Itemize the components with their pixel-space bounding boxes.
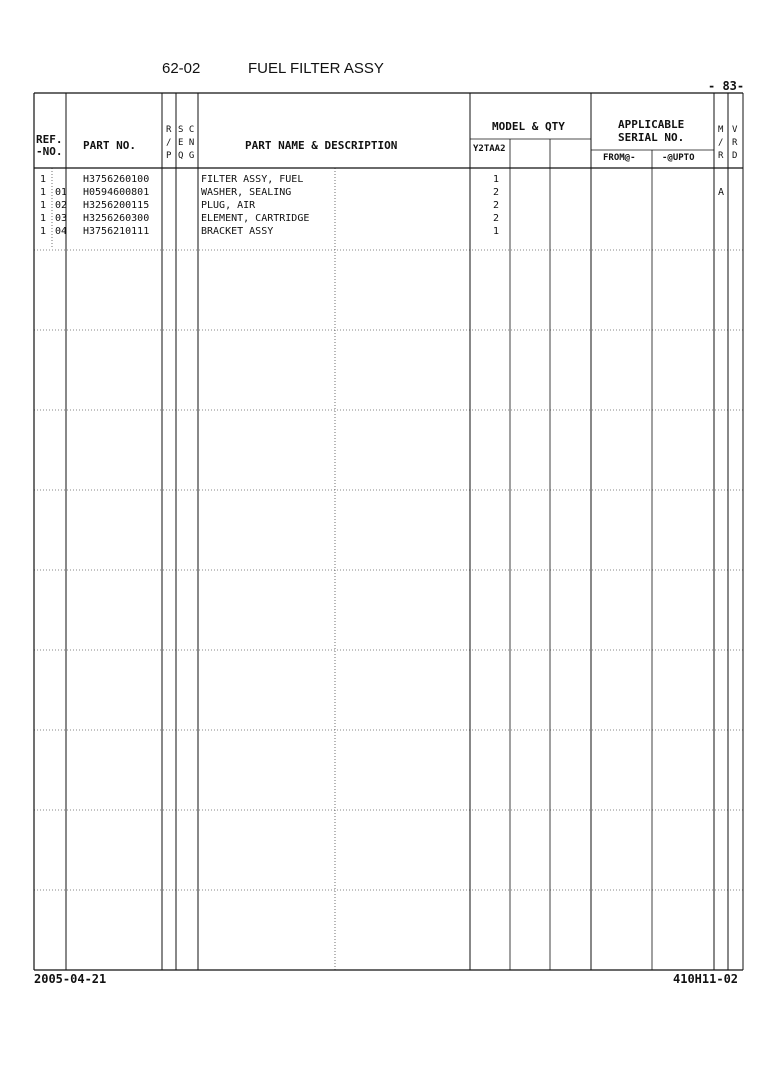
mr-header-r: R [718, 151, 724, 161]
row-qty: 2 [493, 200, 500, 211]
model-qty-header: MODEL & QTY [492, 120, 565, 133]
sc-header: S C [178, 125, 195, 135]
applicable-header: APPLICABLE [618, 118, 685, 131]
rp-header-slash: / [166, 138, 172, 148]
ref-header: REF. [36, 133, 63, 146]
page-number: - 83- [708, 79, 745, 93]
vrd-header-v: V [732, 125, 738, 135]
footer-date: 2005-04-21 [34, 972, 107, 986]
part-no-header: PART NO. [83, 139, 136, 152]
row-part-name: PLUG, AIR [201, 200, 256, 211]
row-mr: A [718, 187, 725, 198]
row-part-no: H3256260300 [83, 213, 150, 224]
row-qty: 2 [493, 213, 500, 224]
row-sub: 04 [55, 226, 68, 237]
row-part-name: BRACKET ASSY [201, 226, 274, 237]
vrd-header-d: D [732, 151, 738, 161]
rp-header-p: P [166, 151, 172, 161]
row-ref: 1 [40, 187, 47, 198]
row-qty: 2 [493, 187, 500, 198]
row-part-no: H3256200115 [83, 200, 150, 211]
vrd-header-r: R [732, 138, 738, 148]
row-part-no: H3756210111 [83, 226, 150, 237]
row-qty: 1 [493, 226, 500, 237]
row-sub: 03 [55, 213, 68, 224]
from-header: FROM@- [603, 153, 636, 163]
section-number: 62-02 [162, 60, 201, 77]
row-qty: 1 [493, 174, 500, 185]
rp-header-r: R [166, 125, 172, 135]
row-ref: 1 [40, 213, 47, 224]
page-title: FUEL FILTER ASSY [248, 60, 384, 77]
ref-header-line2: -NO. [36, 145, 63, 158]
row-part-no: H0594600801 [83, 187, 150, 198]
qg-header: Q G [178, 151, 195, 161]
row-sub: 01 [55, 187, 68, 198]
serial-no-header: SERIAL NO. [618, 131, 685, 144]
upto-header: -@UPTO [662, 153, 695, 163]
row-ref: 1 [40, 200, 47, 211]
mr-header-slash: / [718, 138, 724, 148]
row-part-name: FILTER ASSY, FUEL [201, 174, 304, 185]
row-part-name: WASHER, SEALING [201, 187, 292, 198]
part-name-header: PART NAME & DESCRIPTION [245, 139, 398, 152]
footer-code: 410H11-02 [673, 972, 739, 986]
row-sub: 02 [55, 200, 68, 211]
en-header: E N [178, 138, 195, 148]
row-ref: 1 [40, 226, 47, 237]
row-ref: 1 [40, 174, 47, 185]
mr-header-m: M [718, 125, 724, 135]
model-code-header: Y2TAA2 [473, 144, 506, 154]
row-part-no: H3756260100 [83, 174, 150, 185]
row-part-name: ELEMENT, CARTRIDGE [201, 213, 310, 224]
